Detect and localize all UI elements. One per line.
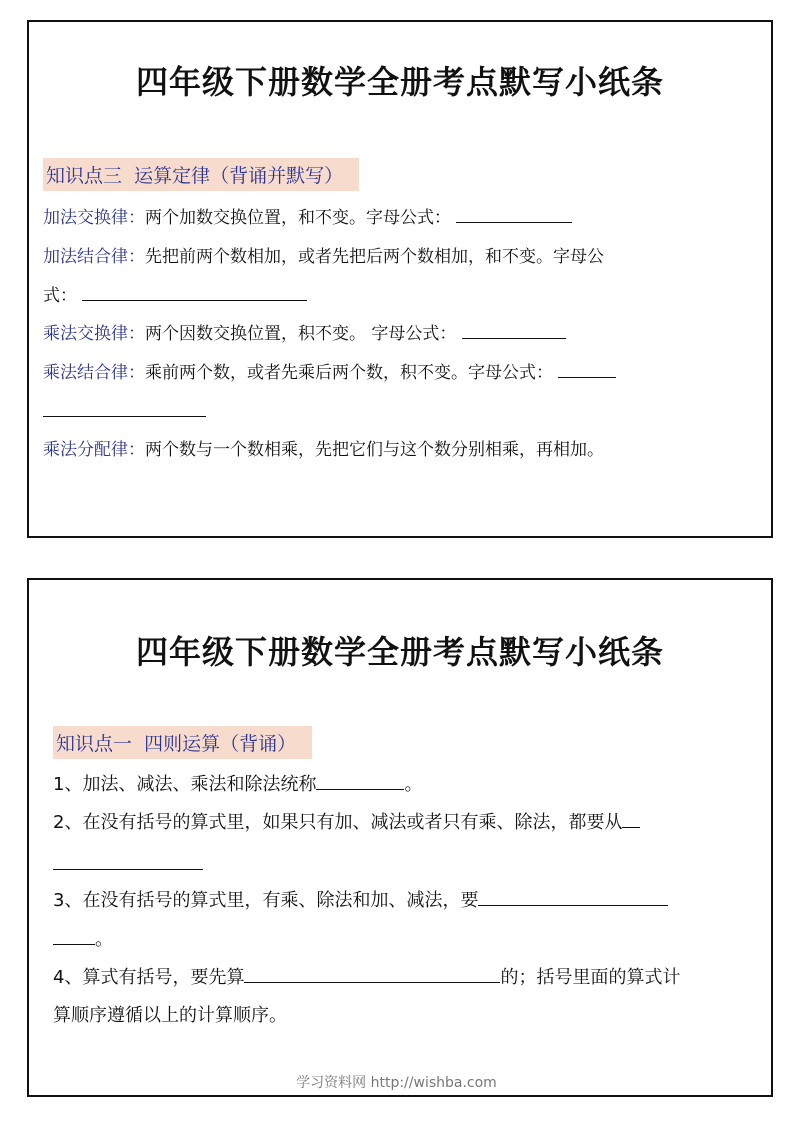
rule-text: 乘前两个数，或者先乘后两个数，积不变。字母公式：	[145, 363, 553, 383]
section-heading: 知识点三 运算定律（背诵并默写）	[43, 158, 359, 191]
rule-term: 乘法结合律：	[43, 363, 145, 383]
answer-blank[interactable]	[456, 208, 572, 223]
section-heading: 知识点一 四则运算（背诵）	[53, 726, 312, 759]
rule-term: 乘法交换律：	[43, 324, 145, 344]
item-text: 2、在没有括号的算式里，如果只有加、减法或者只有乘、除法，都要从	[53, 812, 623, 833]
item-3	[53, 886, 668, 912]
item-1	[53, 770, 422, 796]
rule-multiplication-associative	[43, 358, 616, 383]
item-end: 。	[95, 929, 113, 950]
rule-text-cont: 式：	[43, 286, 77, 306]
rule-text: 先把前两个数相加，或者先把后两个数相加，和不变。字母公	[145, 247, 604, 267]
rule-text: 两个因数交换位置，积不变。 字母公式：	[145, 324, 457, 344]
card-title: 四年级下册数学全册考点默写小纸条	[135, 63, 664, 101]
item-text: 4、算式有括号，要先算	[53, 967, 245, 988]
card-title: 四年级下册数学全册考点默写小纸条	[135, 633, 664, 671]
rule-text: 两个数与一个数相乘，先把它们与这个数分别相乘，再相加。	[145, 440, 604, 460]
rule-text: 两个加数交换位置，和不变。字母公式：	[145, 208, 451, 228]
rule-term: 加法交换律：	[43, 208, 145, 228]
item-3-cont	[53, 925, 113, 951]
rule-distributive	[43, 435, 604, 460]
footer-watermark: 学习资料网 http://wishba.com	[296, 1075, 497, 1091]
answer-blank[interactable]	[244, 968, 500, 983]
answer-blank[interactable]	[558, 363, 616, 378]
item-end: 。	[404, 774, 423, 795]
answer-blank-cont[interactable]	[53, 868, 203, 870]
rule-term: 加法结合律：	[43, 247, 145, 267]
answer-blank[interactable]	[622, 813, 640, 828]
answer-blank[interactable]	[82, 286, 307, 301]
answer-blank[interactable]	[316, 775, 404, 790]
answer-blank[interactable]	[462, 324, 566, 339]
rule-addition-commutative	[43, 203, 572, 228]
answer-blank[interactable]	[478, 891, 668, 906]
item-4	[53, 963, 680, 989]
rule-term: 乘法分配律：	[43, 440, 145, 460]
item-text: 3、在没有括号的算式里，有乘、除法和加、减法，要	[53, 890, 479, 911]
item-text-cont: 算顺序遵循以上的计算顺序。	[53, 1005, 287, 1026]
answer-blank-cont[interactable]	[43, 415, 206, 417]
rule-addition-associative	[43, 242, 604, 267]
answer-blank-cont[interactable]	[53, 930, 95, 945]
item-text: 1、加法、减法、乘法和除法统称	[53, 774, 317, 795]
note-card-1	[27, 20, 773, 538]
item-mid: 的；括号里面的算式计	[500, 967, 681, 988]
item-4-cont	[53, 1001, 287, 1027]
rule-addition-associative-cont	[43, 281, 307, 306]
note-card-2	[27, 578, 773, 1097]
rule-multiplication-commutative	[43, 319, 566, 344]
item-2	[53, 808, 640, 834]
